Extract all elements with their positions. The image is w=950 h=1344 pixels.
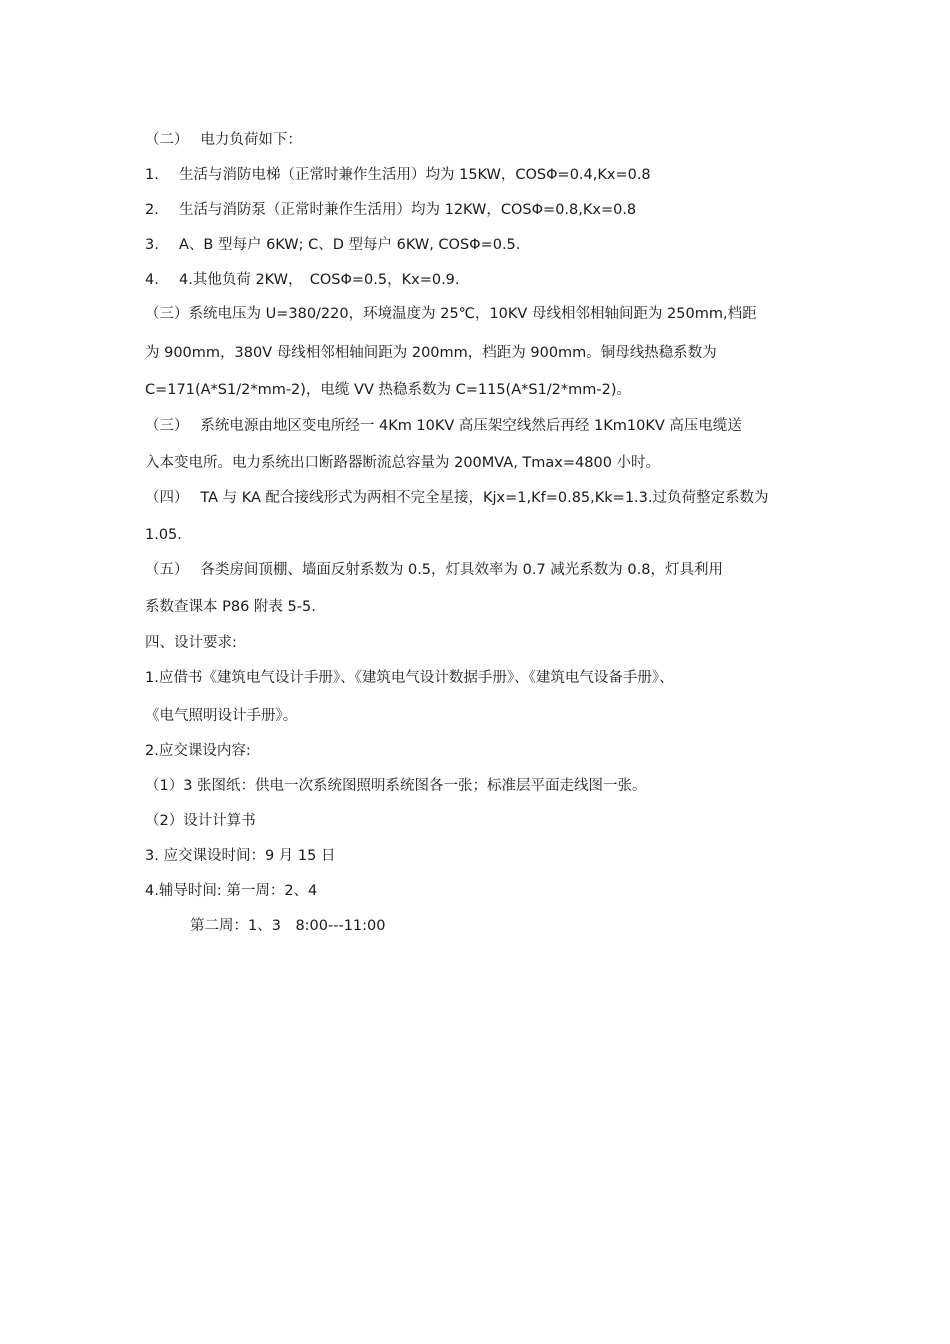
reflection-line-2: 系数查课本 P86 附表 5-5.	[145, 599, 316, 615]
load-item-3-number: 3.	[145, 237, 159, 253]
ta-ka-line-1: （四） TA 与 KA 配合接线形式为两相不完全星接，Kjx=1,Kf=0.85,Kk=1.3.过负荷整定系数为	[145, 490, 769, 506]
load-item-1-text: 生活与消防电梯（正常时兼作生活用）均为 15KW，COSΦ=0.4,Kx=0.8	[179, 167, 651, 183]
load-item-2-text: 生活与消防泵（正常时兼作生活用）均为 12KW，COSΦ=0.8,Kx=0.8	[179, 202, 637, 218]
load-item-4-text: 4.其他负荷 2KW， COSΦ=0.5，Kx=0.9.	[179, 272, 460, 288]
requirement-4-continued: 第二周：1、3 8:00---11:00	[190, 918, 386, 934]
load-item-1	[145, 165, 651, 185]
requirement-2-b: （2）设计计算书	[145, 813, 256, 829]
system-voltage-line-3: C=171(A*S1/2*mm-2)，电缆 VV 热稳系数为 C=115(A*S1/2*mm-2)。	[145, 382, 632, 398]
requirement-3: 3. 应交课设时间：9 月 15 日	[145, 848, 336, 864]
requirement-1-line-1: 1.应借书《建筑电气设计手册》、《建筑电气设计数据手册》、《建筑电气设备手册》、	[145, 670, 674, 686]
ta-ka-line-2: 1.05.	[145, 527, 182, 543]
power-source-line-2: 入本变电所。电力系统出口断路器断流总容量为 200MVA, Tmax=4800 小时。	[145, 455, 661, 471]
load-item-2	[145, 200, 636, 220]
requirements-heading: 四、设计要求:	[145, 635, 237, 651]
load-item-3	[145, 235, 520, 255]
system-voltage-line-2: 为 900mm，380V 母线相邻相轴间距为 200mm，档距为 900mm。铜母线热稳系数为	[145, 345, 717, 361]
power-source-line-1: （三） 系统电源由地区变电所经一 4Km 10KV 高压架空线然后再经 1Km10KV 高压电缆送	[145, 418, 742, 434]
section2-heading: （二） 电力负荷如下：	[145, 132, 302, 148]
load-item-2-number: 2.	[145, 202, 159, 218]
load-item-4-number: 4.	[145, 272, 159, 288]
requirement-2: 2.应交课设内容:	[145, 743, 251, 759]
reflection-line-1: （五） 各类房间顶棚、墙面反射系数为 0.5，灯具效率为 0.7 减光系数为 0.8，灯具利用	[145, 562, 723, 578]
requirement-4: 4.辅导时间: 第一周：2、4	[145, 883, 318, 899]
requirement-1-line-2: 《电气照明设计手册》。	[145, 708, 298, 724]
load-item-1-number: 1.	[145, 167, 159, 183]
load-item-3-text: A、B 型每户 6KW; C、D 型每户 6KW, COSΦ=0.5.	[179, 237, 521, 253]
load-item-4	[145, 270, 460, 290]
system-voltage-line-1: （三）系统电压为 U=380/220，环境温度为 25℃，10KV 母线相邻相轴间距为 250mm,档距	[145, 306, 757, 322]
requirement-2-a: （1）3 张图纸：供电一次系统图照明系统图各一张；标准层平面走线图一张。	[145, 778, 647, 794]
